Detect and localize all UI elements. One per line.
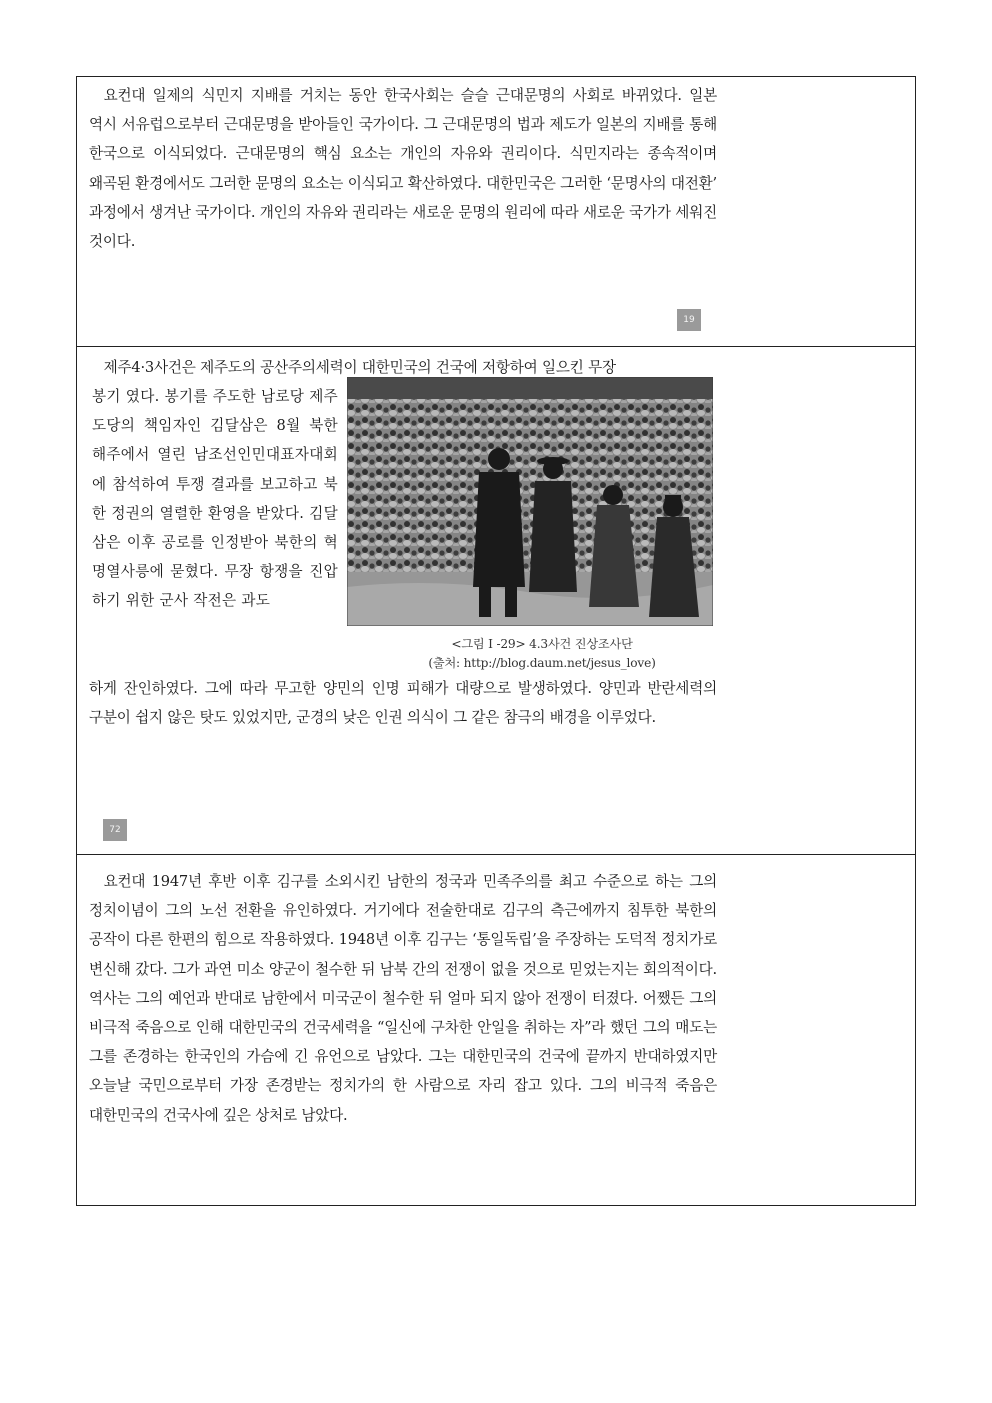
excerpt-wrapped-column: 봉기 였다. 봉기를 주도한 남로당 제주도당의 책임자인 김달삼은 8월 북한 해주에서 열린 남조선인민대표자대회에 참석하여 투쟁 결과를 보고하고 북한 정권의 열렬한 환영을 받았다. 김달삼은 이후 공로를 인정받아 북한의 혁명열사릉에 묻혔다. 무장 항쟁을 진압하기 위한 군사 작전은 과도 [92,388,338,610]
figure-caption: <그림 I -29> 4.3사건 진상조사단 [451,637,633,651]
figure-source: (출처: http://blog.daum.net/jesus_love) [428,656,656,670]
excerpt-continuation: 하게 잔인하였다. 그에 따라 무고한 양민의 인명 피해가 대량으로 발생하였다. 양민과 반란세력의 구분이 쉽지 않은 탓도 있었지만, 군경의 낮은 인권 의식이 그 같은 참극의 배경을 이루었다. [89,680,717,727]
excerpt-table [76,76,916,1206]
excerpt-paragraph: 요컨대 일제의 식민지 지배를 거치는 동안 한국사회는 슬슬 근대문명의 사회로 바뀌었다. 일본 역시 서유럽으로부터 근대문명을 받아들인 국가이다. 그 근대문명의 법과 제도가 일본의 지배를 통해 한국으로 이식되었다. 근대문명의 핵심 요소는 개인의 자유와 권리이다. 식민지라는 종속적이며 왜곡된 환경에서도 그러한 문명의 요소는 이식되고 확산하였다. 대한민국은 그러한 ‘문명사의 대전환’ 과정에서 생겨난 국가이다. 개인의 자유와 권리라는 새로운 문명의 원리에 따라 새로운 국가가 세워진 것이다. [89,87,717,251]
excerpt-cell-3 [77,855,915,1205]
page-number-badge: 19 [677,309,701,331]
excerpt-text [89,81,717,256]
excerpt-text [89,867,717,1130]
excerpt-cell-2 [77,347,915,855]
page-number-badge: 72 [103,819,127,841]
historical-photo [347,377,713,626]
excerpt-paragraph: 요컨대 1947년 후반 이후 김구를 소외시킨 남한의 정국과 민족주의를 최고 수준으로 하는 그의 정치이념이 그의 노선 전환을 유인하였다. 거기에다 전술한대로 김구의 측근에까지 침투한 북한의 공작이 다른 한편의 힘으로 작용하였다. 1948년 이후 김구는 ‘통일독립’을 주장하는 도덕적 정치가로 변신해 갔다. 그가 과연 미소 양군이 철수한 뒤 남북 간의 전쟁이 없을 것으로 믿었는지는 회의적이다. 역사는 그의 예언과 반대로 남한에서 미국군이 철수한 뒤 얼마 되지 않아 전쟁이 터졌다. 어쨌든 그의 비극적 죽음으로 인해 대한민국의 건국세력을 “일신에 구차한 안일을 취하는 자”라 했던 그의 매도는 그를 존경하는 한국인의 가슴에 긴 유언으로 남았다. 그는 대한민국의 건국에 끝까지 반대하였지만 오늘날 국민으로부터 가장 존경받는 정치가의 한 사람으로 자리 잡고 있다. 그의 비극적 죽음은 대한민국의 건국사에 깊은 상처로 남았다. [89,873,717,1124]
excerpt-lead-line: 제주4·3사건은 제주도의 공산주의세력이 대한민국의 건국에 저항하여 일으킨 무장 [103,359,616,376]
excerpt-cell-1 [77,77,915,347]
